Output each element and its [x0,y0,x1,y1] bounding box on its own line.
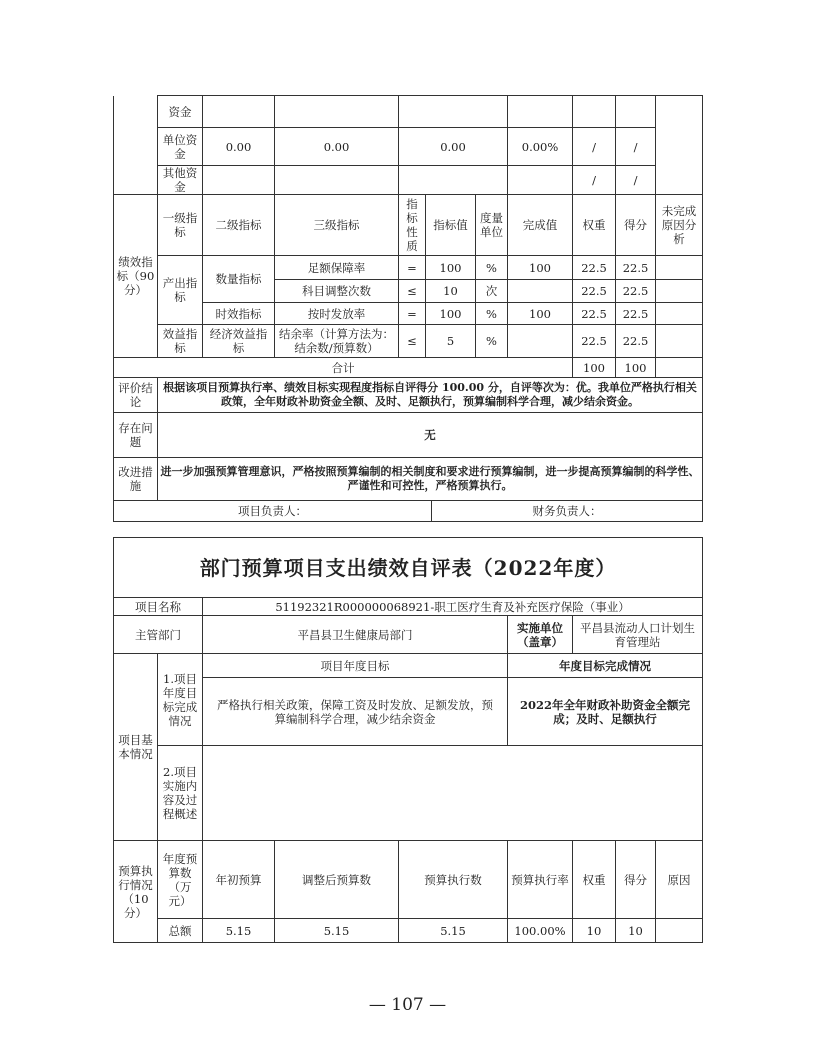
cell: 0.00% [508,128,573,166]
cell [275,166,399,195]
cell: 100 [426,303,476,325]
cell: 效益指标 [158,325,203,358]
header-cell: 预算执行率 [508,841,573,919]
dept-row [114,616,703,654]
project-lead-label: 项目负责人： [114,501,432,521]
header-cell: 得分 [616,195,656,256]
cell: 结余率（计算方法为：结余数/预算数） [275,325,399,358]
fund-row [114,166,703,195]
cell: = [399,303,426,325]
cell [508,166,573,195]
cell: 经济效益指标 [203,325,275,358]
header-cell: 度量单位 [476,195,508,256]
cell: 22.5 [573,280,616,303]
cell: / [573,128,616,166]
cell [203,166,275,195]
cell: 按时发放率 [275,303,399,325]
cell: 22.5 [573,303,616,325]
header-cell: 得分 [616,841,656,919]
impl-unit-label: 实施单位（盖章） [508,616,573,654]
cell: 10 [573,919,616,943]
cell: % [476,325,508,358]
budget-label: 预算执行情况（10分） [114,841,158,943]
total-weight: 100 [573,358,616,378]
cell [275,96,399,128]
cell: 22.5 [573,325,616,358]
blank-cell [656,358,703,378]
cell: 总额 [158,919,203,943]
fund-row [114,128,703,166]
cell: 5.15 [275,919,399,943]
header-cell: 调整后预算数 [275,841,399,919]
perf-label: 绩效指标（90分） [114,195,158,358]
conclusion-label: 评价结论 [114,378,158,413]
table-row [114,303,703,325]
impl-content-row [114,746,703,841]
project-name-label: 项目名称 [114,598,203,616]
cell [616,96,656,128]
finance-lead-label: 财务负责人： [532,504,602,518]
cell: 22.5 [616,325,656,358]
fund-label: 其他资金 [158,166,203,195]
goal-done-text: 2022年全年财政补助资金全额完成；及时、足额执行 [508,678,703,746]
cell [508,96,573,128]
header-cell: 年初预算 [203,841,275,919]
improve-row [114,458,703,501]
header-cell: 原因 [656,841,703,919]
fund-label: 单位资金 [158,128,203,166]
self-evaluation-table [113,537,703,943]
fund-row [114,96,703,128]
goal-header: 项目年度目标 [203,654,508,678]
issues-row [114,413,703,458]
header-cell: 指标值 [426,195,476,256]
improve-text: 进一步加强预算管理意识，严格按照预算编制的相关制度和要求进行预算编制，进一步提高预算编制的科学性、严谨性和可控性，严格预算执行。 [158,458,703,501]
cell: 100.00% [508,919,573,943]
table-title: 部门预算项目支出绩效自评表（2022年度） [114,538,703,598]
cell [508,280,573,303]
goal-done-header: 年度目标完成情况 [508,654,703,678]
header-cell: 二级指标 [203,195,275,256]
total-row [114,358,703,378]
project-name: 51192321R000000068921-职工医疗生育及补充医疗保险（事业） [203,598,703,616]
table-row [114,256,703,280]
header-cell: 未完成原因分析 [656,195,703,256]
cell: 5.15 [203,919,275,943]
cell: 5.15 [399,919,508,943]
page-number: — 107 — [368,995,447,1015]
cell: 5 [426,325,476,358]
conclusion-text: 根据该项目预算执行率、绩效目标实现程度指标自评得分 100.00 分，自评等次为：优。我单位严格执行相关政策，全年财政补助资金全额、及时、足额执行，预算编制科学合理，减少结余资金。 [158,378,703,413]
cell [203,96,275,128]
signature-cell [114,501,703,522]
budget-header-row [114,841,703,919]
cell: 10 [426,280,476,303]
cell [399,96,508,128]
table-row [114,325,703,358]
total-score: 100 [616,358,656,378]
issues-label: 存在问题 [114,413,158,458]
cell [508,325,573,358]
dept-value: 平昌县卫生健康局部门 [203,616,508,654]
cell: 100 [508,303,573,325]
cell: % [476,256,508,280]
goal-text: 严格执行相关政策，保障工资及时发放、足额发放，预算编制科学合理，减少结余资金 [203,678,508,746]
cell: / [616,166,656,195]
cell [656,303,703,325]
cell: 100 [426,256,476,280]
cell: ≤ [399,280,426,303]
header-cell: 完成值 [508,195,573,256]
cell: 22.5 [616,280,656,303]
cell [656,919,703,943]
header-cell: 预算执行数 [399,841,508,919]
header-cell: 权重 [573,195,616,256]
budget-total-row [114,919,703,943]
project-name-row [114,598,703,616]
basic-label: 项目基本情况 [114,654,158,841]
header-cell: 年度预算数（万元） [158,841,203,919]
improve-label: 改进措施 [114,458,158,501]
indicator-header-row [114,195,703,256]
cell: 22.5 [616,256,656,280]
header-cell: 三级指标 [275,195,399,256]
cell [399,166,508,195]
cell: % [476,303,508,325]
cell: = [399,256,426,280]
cell: 10 [616,919,656,943]
conclusion-row [114,378,703,413]
blank-cell [114,96,158,195]
dept-label: 主管部门 [114,616,203,654]
cell: 次 [476,280,508,303]
cell [656,256,703,280]
impl-unit-value: 平昌县流动人口计划生育管理站 [573,616,703,654]
cell: 22.5 [573,256,616,280]
fund-label: 资金 [158,96,203,128]
cell: 100 [508,256,573,280]
cell: / [616,128,656,166]
impl-content-label: 2.项目实施内容及过程概述 [158,746,203,841]
cell: 0.00 [275,128,399,166]
cell: 时效指标 [203,303,275,325]
cell: 科目调整次数 [275,280,399,303]
header-cell: 权重 [573,841,616,919]
blank-cell [656,96,703,195]
header-cell: 一级指标 [158,195,203,256]
cell: ≤ [399,325,426,358]
issues-text: 无 [158,413,703,458]
goal-header-row [114,654,703,678]
goal-label: 1.项目年度目标完成情况 [158,654,203,746]
cell [656,325,703,358]
goal-row [114,678,703,746]
cell: 足额保障率 [275,256,399,280]
cell: 数量指标 [203,256,275,303]
cell [573,96,616,128]
cell: 0.00 [203,128,275,166]
performance-table-continued [113,95,703,522]
signature-row [114,501,703,522]
cell: 22.5 [616,303,656,325]
cell: / [573,166,616,195]
header-cell: 指标性质 [399,195,426,256]
cell [656,280,703,303]
total-label: 合计 [114,358,573,378]
cell: 0.00 [399,128,508,166]
cell: 产出指标 [158,256,203,325]
impl-content [203,746,703,841]
